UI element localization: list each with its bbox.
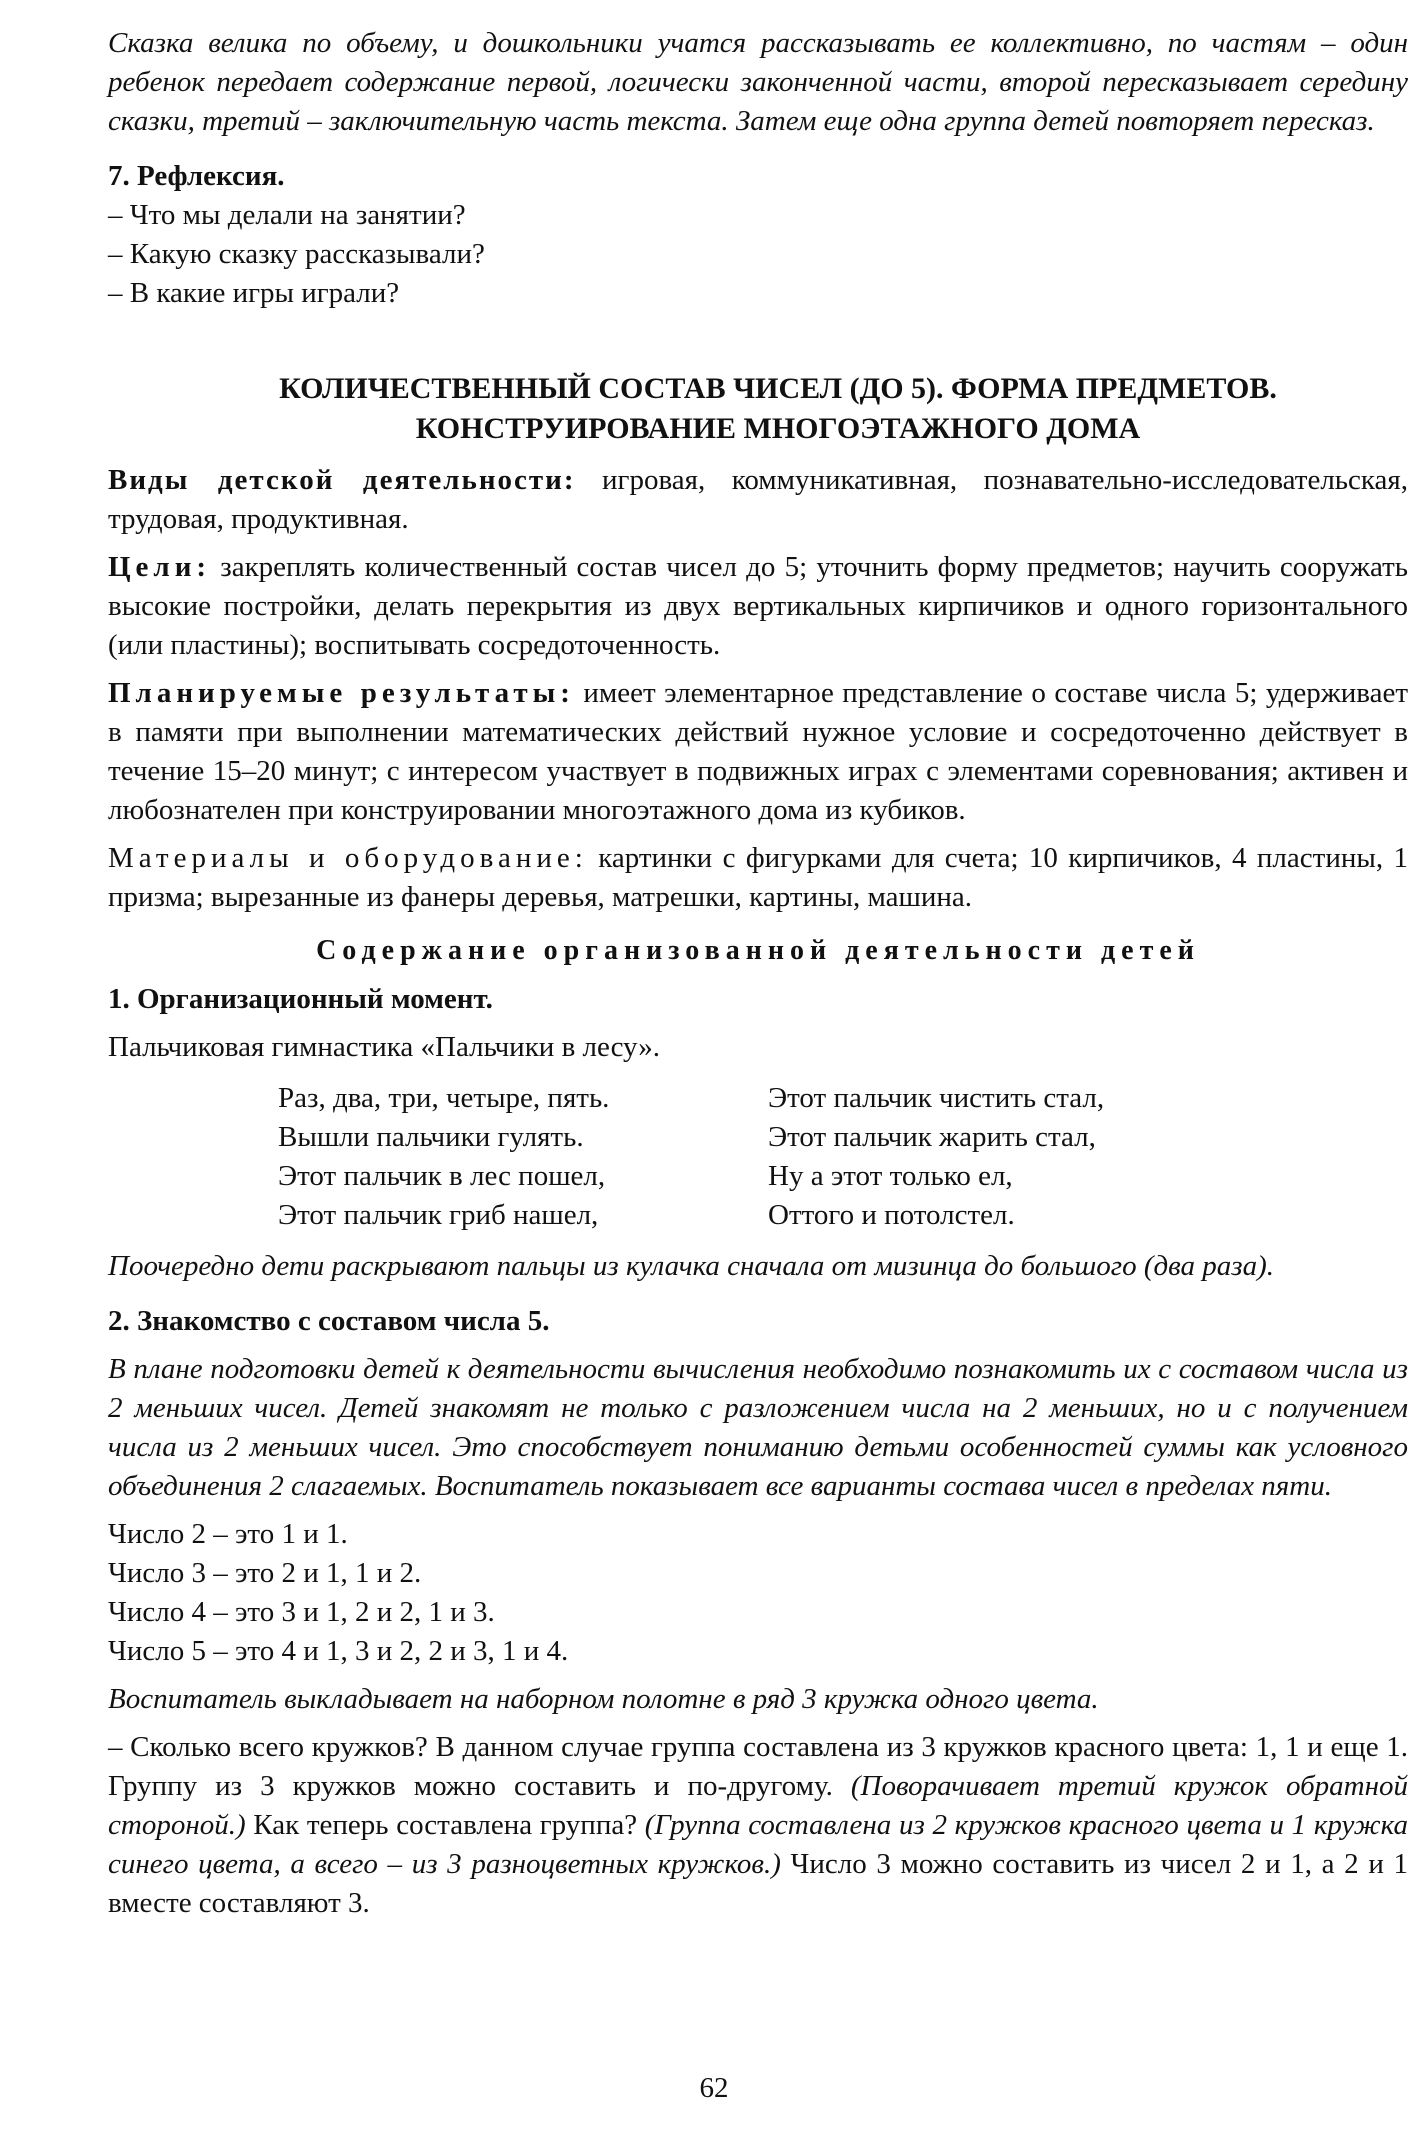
poem-line: Раз, два, три, четыре, пять. [278,1082,610,1114]
results-text: имеет элементарное представление о составе числа 5; удерживает в памяти при выполнении математических действий нужное условие и сосредоточенно действует в течение 15–20 минут; с интересом участвует в подвижных играх с элементами соревнования; активен и любознателен при конструировании многоэтажного дома из кубиков. [108,677,1408,826]
poem-line: Этот пальчик гриб нашел, [278,1199,599,1231]
lesson-title-line1: КОЛИЧЕСТВЕННЫЙ СОСТАВ ЧИСЕЛ (ДО 5). ФОРМА ПРЕДМЕТОВ. [279,372,1277,405]
dialog-text: Число 3 можно составить из чисел 2 и 1, а 2 и 1 вместе составляют 3. [108,1848,1408,1919]
step2-action: Воспитатель выкладывает на наборном полотне в ряд 3 кружка одного цвета. [108,1683,1099,1715]
materials-text: картинки с фигурками для счета; 10 кирпичиков, 4 пластины, 1 призма; вырезанные из фанеры деревья, матрешки, картины, машина. [108,842,1408,913]
activities-text: игровая, коммуникативная, познавательно-исследовательская, трудовая, продуктивная. [108,464,1408,535]
lesson-title [108,369,1408,449]
lesson-title-line2: КОНСТРУИРОВАНИЕ МНОГОЭТАЖНОГО ДОМА [415,412,1141,445]
poem-line: Ну а этот только ел, [768,1160,1013,1192]
materials-label: Материалы и оборудование: [108,842,588,874]
reflection-question: – Какую сказку рассказывали? [108,238,485,270]
activities-label: Виды детской деятельности: [108,464,576,496]
reflection-title: 7. Рефлексия. [108,160,285,192]
dialog-text: Как теперь составлена группа? [245,1809,645,1841]
step2-title: 2. Знакомство с составом числа 5. [108,1305,550,1337]
dialog-remark: (Группа составлена из 2 кружков красного цвета и 1 кружка синего цвета, а всего – из 3 разноцветных кружков.) [108,1809,1408,1880]
number-composition-item: Число 4 – это 3 и 1, 2 и 2, 1 и 3. [108,1596,495,1628]
reflection-question: – Что мы делали на занятии? [108,199,466,231]
poem-line: Вышли пальчики гулять. [278,1121,584,1153]
goals-text: закреплять количественный состав чисел до 5; уточнить форму предметов; научить сооружать высокие постройки, делать перекрытия из двух вертикальных кирпичиков и одного горизонтального (или пластины); воспитывать сосредоточенность. [108,551,1408,661]
poem-right-column [768,1079,1258,1235]
reflection-questions [108,196,1408,313]
step1-text: Пальчиковая гимнастика «Пальчики в лесу». [108,1031,661,1063]
activities-paragraph [108,461,1408,539]
number-composition-item: Число 3 – это 2 и 1, 1 и 2. [108,1557,422,1589]
step1-note: Поочередно дети раскрывают пальцы из кулачка сначала от мизинца до большого (два раза). [108,1250,1275,1282]
step1-title: 1. Организационный момент. [108,983,493,1015]
results-paragraph [108,674,1408,830]
intro-paragraph: Сказка велика по объему, и дошкольники учатся рассказывать ее коллективно, по частям – один ребенок передает содержание первой, логически законченной части, второй пересказывает середину сказки, третий – заключительную часть текста. Затем еще одна группа детей повторяет пересказ. [108,27,1408,137]
reflection-question: – В какие игры играли? [108,277,400,309]
number-composition-item: Число 2 – это 1 и 1. [108,1518,348,1550]
poem-line: Оттого и потолстел. [768,1199,1015,1231]
dialog-text: – Сколько всего кружков? В данном случае группа составлена из 3 кружков красного цвета: 1, 1 и еще 1. Группу из 3 кружков можно составить и по-другому. [108,1731,1408,1802]
dialog-remark: (Поворачивает третий кружок обратной стороной.) [108,1770,1408,1841]
results-label: Планируемые результаты: [108,677,575,709]
step2-dialog [108,1728,1408,1923]
poem-line: Этот пальчик в лес пошел, [278,1160,606,1192]
poem-left-column [278,1079,768,1235]
poem-line: Этот пальчик жарить стал, [768,1121,1096,1153]
materials-paragraph [108,839,1408,917]
goals-label: Цели: [108,551,212,583]
number-composition-list [108,1515,1408,1671]
step2-intro: В плане подготовки детей к деятельности вычисления необходимо познакомить их с составом числа из 2 меньших чисел. Детей знакомят не только с разложением числа на 2 меньших, но и с получением числа из 2 меньших чисел. Это способствует пониманию детьми особенностей суммы как условного объединения 2 слагаемых. Воспитатель показывает все варианты состава чисел в пределах пяти. [108,1353,1408,1502]
page-number: 62 [699,2072,729,2104]
content-heading: Содержание организованной деятельности детей [316,935,1200,966]
poem-line: Этот пальчик чистить стал, [768,1082,1105,1114]
number-composition-item: Число 5 – это 4 и 1, 3 и 2, 2 и 3, 1 и 4. [108,1635,569,1667]
page-content [108,24,1408,1923]
poem [278,1079,1408,1235]
goals-paragraph [108,548,1408,665]
